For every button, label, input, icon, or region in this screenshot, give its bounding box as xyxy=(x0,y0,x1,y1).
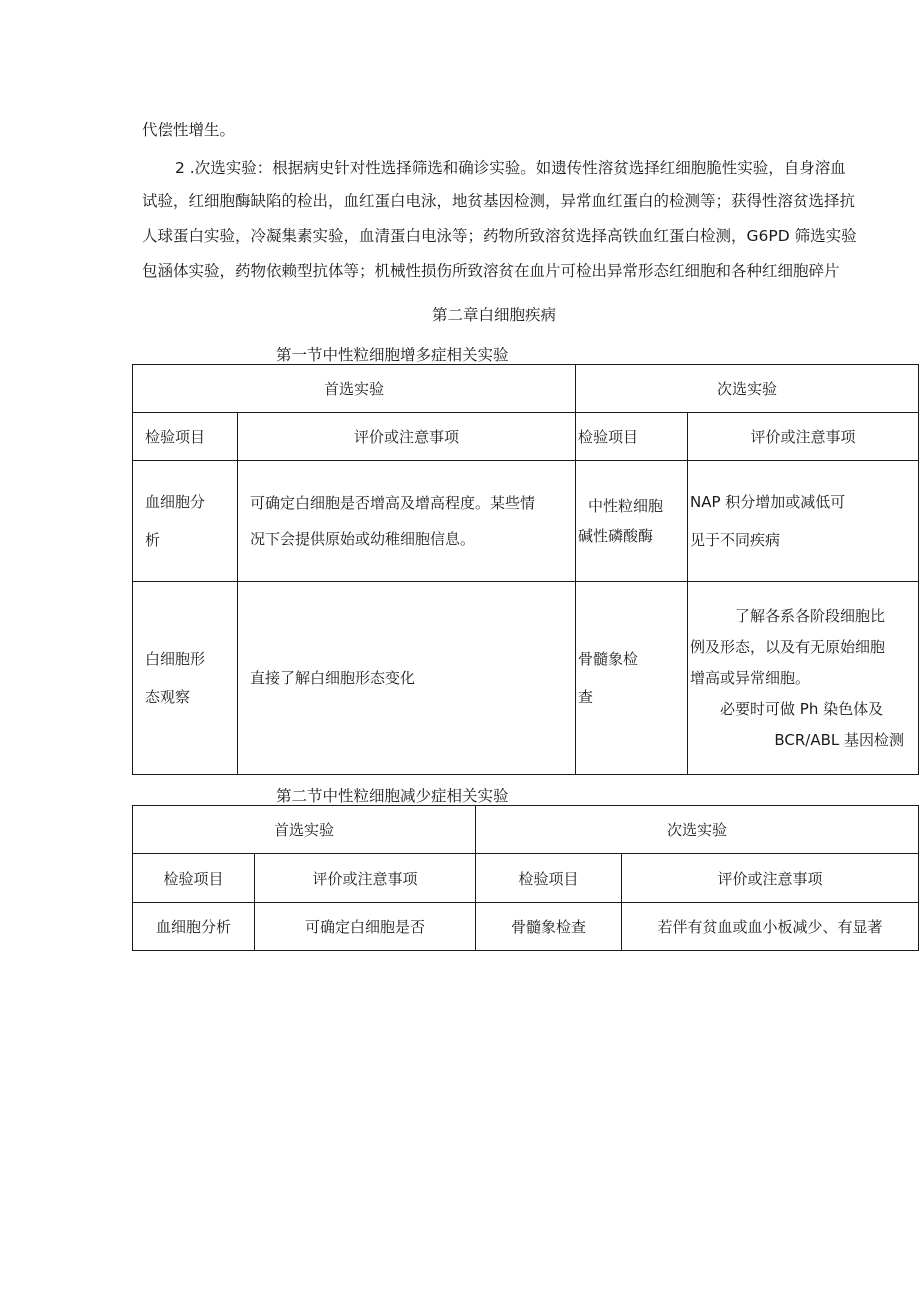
s2-col-item2-header: 检验项目 xyxy=(476,854,622,903)
chapter-title: 第二章白细胞疾病 xyxy=(431,306,556,324)
s1-row1-item xyxy=(133,461,238,582)
cell-line: 查 xyxy=(578,688,594,706)
cell-line: BCR/ABL 基因检测 xyxy=(774,730,905,749)
s1-row2-eval2 xyxy=(688,582,919,775)
cell-line: 增高或异常细胞。 xyxy=(690,668,811,687)
s1-second-choice-header: 次选实验 xyxy=(576,365,919,413)
section1-table xyxy=(132,364,919,775)
intro-line-4: 包涵体实验，药物依赖型抗体等；机械性损伤所致溶贫在血片可检出异常形态红细胞和各种红细胞碎片 xyxy=(142,262,840,280)
s2-row1-item2: 骨髓象检查 xyxy=(476,903,622,951)
cell-line: 血细胞分 xyxy=(145,493,206,511)
section1-title: 第一节中性粒细胞增多症相关实验 xyxy=(276,346,509,364)
cell-line: 可确定白细胞是否增高及增高程度。某些情 xyxy=(250,494,536,512)
s2-col-eval2-header: 评价或注意事项 xyxy=(622,854,919,903)
cell-line: 白细胞形 xyxy=(145,650,206,668)
cell-line: 了解各系各阶段细胞比 xyxy=(735,606,886,625)
s1-first-choice-header: 首选实验 xyxy=(133,365,576,413)
cell-line: 例及形态，以及有无原始细胞 xyxy=(690,637,886,656)
cell-line: 骨髓象检 xyxy=(578,650,639,668)
table-row xyxy=(133,461,919,582)
s1-col-item2-header: 检验项目 xyxy=(576,413,688,461)
intro-line-1: 2 .次选实验：根据病史针对性选择筛选和确诊实验。如遗传性溶贫选择红细胞脆性实验，自身溶血 xyxy=(175,159,846,177)
section2-title: 第二节中性粒细胞减少症相关实验 xyxy=(276,787,509,805)
s1-row2-item xyxy=(133,582,238,775)
s1-row2-eval xyxy=(238,582,576,775)
s2-row1-item: 血细胞分析 xyxy=(133,903,255,951)
cell-line: 中性粒细胞 xyxy=(588,497,664,515)
s1-col-eval-header: 评价或注意事项 xyxy=(238,413,576,461)
cell-line: 见于不同疾病 xyxy=(690,531,781,549)
s1-row1-item2 xyxy=(576,461,688,582)
s1-col-item-header: 检验项目 xyxy=(133,413,238,461)
intro-line-3: 人球蛋白实验，冷凝集素实验，血清蛋白电泳等；药物所致溶贫选择高铁血红蛋白检测，G6PD 筛选实验 xyxy=(142,227,857,245)
cell-line: 况下会提供原始或幼稚细胞信息。 xyxy=(250,530,476,548)
s2-first-choice-header: 首选实验 xyxy=(133,806,476,854)
cell-line: NAP 积分增加或减低可 xyxy=(690,493,846,511)
s1-col-eval2-header: 评价或注意事项 xyxy=(688,413,919,461)
cell-line: 析 xyxy=(145,531,161,549)
s2-row1-eval: 可确定白细胞是否 xyxy=(255,903,476,951)
cell-line: 碱性磷酸酶 xyxy=(578,527,654,545)
intro-line-2: 试验，红细胞酶缺陷的检出，血红蛋白电泳，地贫基因检测，异常血红蛋白的检测等；获得性溶贫选择抗 xyxy=(142,192,856,210)
s2-col-eval-header: 评价或注意事项 xyxy=(255,854,476,903)
s2-second-choice-header: 次选实验 xyxy=(476,806,919,854)
table-row xyxy=(133,582,919,775)
s2-row1-eval2: 若伴有贫血或血小板减少、有显著 xyxy=(622,903,919,951)
section2-table xyxy=(132,805,919,951)
s1-row1-eval2 xyxy=(688,461,919,582)
cell-line: 态观察 xyxy=(145,688,191,706)
intro-line-0: 代偿性增生。 xyxy=(142,121,236,139)
cell-line: 必要时可做 Ph 染色体及 xyxy=(720,699,884,718)
table-row xyxy=(133,903,919,951)
s1-row1-eval xyxy=(238,461,576,582)
s1-row2-item2 xyxy=(576,582,688,775)
s2-col-item-header: 检验项目 xyxy=(133,854,255,903)
cell-line: 直接了解白细胞形态变化 xyxy=(250,669,416,687)
